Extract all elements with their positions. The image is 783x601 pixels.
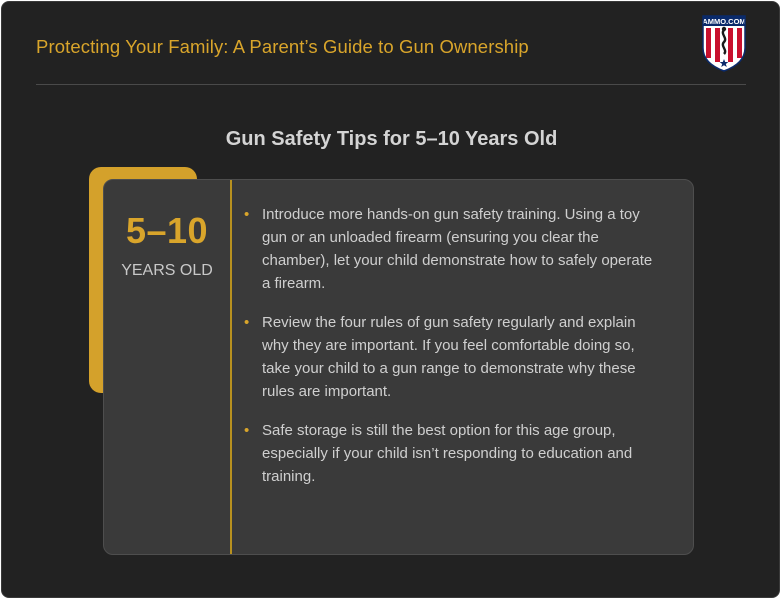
header-divider [36, 84, 746, 85]
tips-list [244, 203, 664, 504]
ammo-shield-logo-icon[interactable] [701, 14, 747, 72]
bullet-dot-icon: • [244, 422, 250, 439]
bullet-dot-icon: • [244, 314, 250, 331]
bullet-dot-icon: • [244, 206, 250, 223]
header-title: Protecting Your Family: A Parent’s Guide to Gun Ownership [36, 36, 529, 57]
list-item [244, 311, 664, 403]
list-item [244, 203, 664, 295]
age-label: YEARS OLD [121, 262, 213, 279]
tip-text: Safe storage is still the best option for this age group, especially if your child isn’t responding to education and training. [262, 422, 633, 485]
age-range: 5–10 [125, 210, 209, 251]
tip-text: Review the four rules of gun safety regularly and explain why they are important. If you feel comfortable doing so, take your child to a gun range to demonstrate why these rules are important. [262, 314, 636, 400]
tip-text: Introduce more hands-on gun safety training. Using a toy gun or an unloaded firearm (ensuring you clear the chamber), let your child demonstrate how to safely operate a firearm. [262, 206, 653, 292]
list-item [244, 419, 664, 488]
section-title: Gun Safety Tips for 5–10 Years Old [225, 128, 558, 150]
logo-text: AMMO.COM [702, 17, 746, 26]
